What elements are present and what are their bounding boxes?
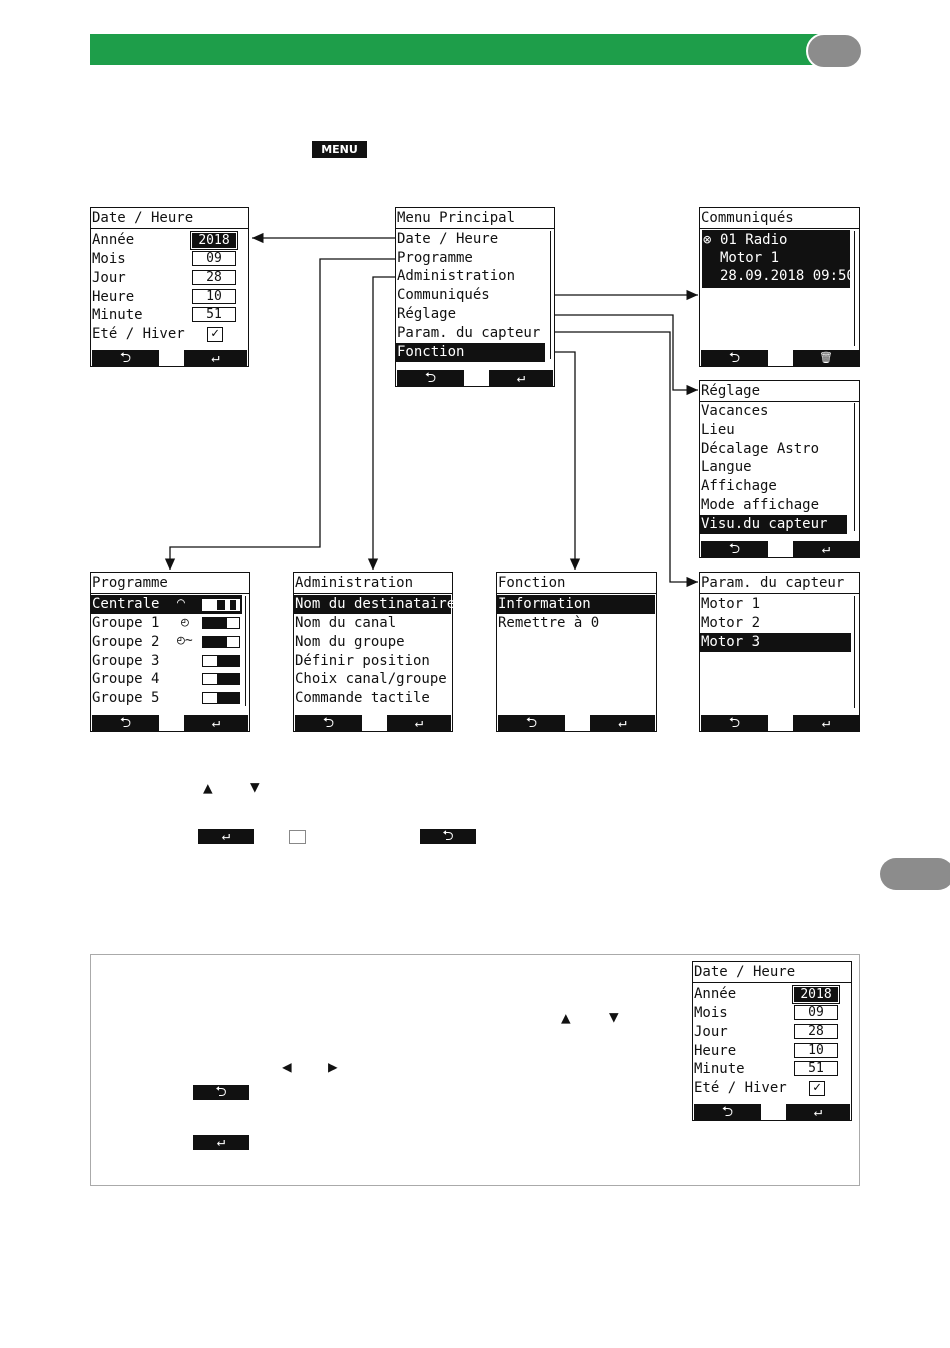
screen-title: Menu Principal bbox=[396, 208, 554, 229]
checkbox-ete-hiver[interactable]: ✓ bbox=[809, 1081, 825, 1096]
value-jour[interactable]: 28 bbox=[192, 270, 236, 285]
reglage-item-visu-capteur[interactable]: Visu.du capteur bbox=[700, 515, 847, 534]
programme-item-groupe-3[interactable]: Groupe 3 bbox=[92, 653, 160, 669]
menu-item-date-heure[interactable]: Date / Heure bbox=[397, 231, 499, 247]
back-button[interactable]: ⮌ bbox=[397, 370, 464, 386]
admin-item-commande-tactile[interactable]: Commande tactile bbox=[295, 690, 430, 706]
value-annee[interactable]: 2018 bbox=[794, 987, 838, 1002]
value-heure[interactable]: 10 bbox=[192, 289, 236, 304]
value-jour[interactable]: 28 bbox=[794, 1024, 838, 1039]
trash-button[interactable]: 🗑 bbox=[793, 350, 859, 366]
capteur-item-motor-1[interactable]: Motor 1 bbox=[701, 596, 761, 612]
programme-item-groupe-4[interactable]: Groupe 4 bbox=[92, 671, 160, 687]
close-icon[interactable]: ⊗ bbox=[703, 232, 712, 248]
enter-button[interactable]: ↵ bbox=[793, 715, 859, 731]
back-button[interactable]: ⮌ bbox=[92, 350, 159, 366]
admin-item-nom-canal[interactable]: Nom du canal bbox=[295, 615, 397, 631]
admin-item-nom-destinataire[interactable]: Nom du destinataire bbox=[295, 596, 456, 612]
menu-key-icon: MENU bbox=[312, 141, 367, 158]
arrow-to-administration bbox=[373, 277, 395, 570]
enter-button[interactable]: ↵ bbox=[184, 715, 248, 731]
screen-title: Programme bbox=[91, 573, 249, 594]
programme-item-groupe-1[interactable]: Groupe 1 bbox=[92, 615, 160, 631]
back-button[interactable]: ⮌ bbox=[295, 715, 362, 731]
row-ete-hiver: Eté / Hiver bbox=[92, 326, 185, 342]
arrow-right-icon: ▶ bbox=[328, 1057, 338, 1076]
value-mois[interactable]: 09 bbox=[192, 251, 236, 266]
screen-title: Date / Heure bbox=[91, 208, 248, 229]
message-line-1: 01 Radio bbox=[720, 232, 788, 248]
message-line-2: Motor 1 bbox=[720, 250, 780, 266]
programme-item-centrale[interactable]: Centrale bbox=[91, 595, 242, 614]
arrow-left-icon: ◀ bbox=[282, 1057, 292, 1076]
screen-title: Date / Heure bbox=[693, 962, 851, 983]
reglage-item-langue[interactable]: Langue bbox=[701, 459, 752, 475]
switch-groupe-4[interactable] bbox=[202, 673, 240, 685]
screen-title: Communiqués bbox=[700, 208, 859, 229]
reglage-item-affichage[interactable]: Affichage bbox=[701, 478, 777, 494]
admin-item-choix-canal-groupe[interactable]: Choix canal/groupe bbox=[295, 671, 447, 687]
screen-fonction bbox=[496, 572, 657, 732]
enter-button[interactable]: ↵ bbox=[489, 370, 553, 386]
arrow-down-icon: ▼ bbox=[250, 777, 260, 796]
back-button[interactable]: ⮌ bbox=[694, 1104, 761, 1120]
row-ete-hiver: Eté / Hiver bbox=[694, 1080, 787, 1096]
screen-menu-principal bbox=[395, 207, 555, 387]
switch-groupe-3[interactable] bbox=[202, 655, 240, 667]
back-button[interactable]: ⮌ bbox=[92, 715, 159, 731]
back-key-icon: ⮌ bbox=[193, 1085, 249, 1100]
scrollbar[interactable] bbox=[550, 231, 551, 359]
programme-item-groupe-5[interactable]: Groupe 5 bbox=[92, 690, 160, 706]
scrollbar[interactable] bbox=[245, 596, 246, 706]
menu-item-administration[interactable]: Administration bbox=[397, 268, 516, 284]
enter-button[interactable]: ↵ bbox=[184, 350, 247, 366]
switch-groupe-2[interactable] bbox=[202, 636, 240, 648]
screen-date-heure-example bbox=[692, 961, 852, 1121]
enter-key-icon: ↵ bbox=[198, 829, 254, 844]
switch-groupe-1[interactable] bbox=[202, 617, 240, 629]
enter-button[interactable]: ↵ bbox=[786, 1104, 850, 1120]
screen-date-heure bbox=[90, 207, 249, 367]
value-mois[interactable]: 09 bbox=[794, 1005, 838, 1020]
screen-title: Param. du capteur bbox=[700, 573, 859, 594]
value-minute[interactable]: 51 bbox=[794, 1061, 838, 1076]
screen-reglage bbox=[699, 380, 860, 558]
arrow-up-icon: ▲ bbox=[203, 778, 213, 797]
reglage-item-lieu[interactable]: Lieu bbox=[701, 422, 735, 438]
row-mois: Mois bbox=[92, 251, 126, 267]
reglage-item-decalage-astro[interactable]: Décalage Astro bbox=[701, 441, 820, 457]
clock-icon: ◴ bbox=[181, 615, 189, 630]
reglage-item-vacances[interactable]: Vacances bbox=[701, 403, 769, 419]
arrow-up-icon: ▲ bbox=[561, 1008, 571, 1027]
row-minute: Minute bbox=[92, 307, 143, 323]
scrollbar[interactable] bbox=[854, 596, 855, 708]
value-heure[interactable]: 10 bbox=[794, 1043, 838, 1058]
enter-button[interactable]: ↵ bbox=[793, 541, 859, 557]
back-button[interactable]: ⮌ bbox=[701, 541, 768, 557]
screen-title: Fonction bbox=[497, 573, 656, 594]
switch-centrale[interactable] bbox=[202, 599, 240, 611]
menu-item-programme[interactable]: Programme bbox=[397, 250, 473, 266]
message-line-3: 28.09.2018 09:50 bbox=[720, 268, 855, 284]
value-annee[interactable]: 2018 bbox=[192, 233, 236, 248]
arrow-down-icon: ▼ bbox=[609, 1007, 619, 1026]
screen-communiques bbox=[699, 207, 860, 367]
value-minute[interactable]: 51 bbox=[192, 307, 236, 322]
back-key-icon: ⮌ bbox=[420, 829, 476, 844]
fonction-item-remettre-a-0[interactable]: Remettre à 0 bbox=[498, 615, 600, 631]
menu-item-communiques[interactable]: Communiqués bbox=[397, 287, 490, 303]
enter-button[interactable]: ↵ bbox=[590, 715, 655, 731]
programme-item-groupe-2[interactable]: Groupe 2 bbox=[92, 634, 160, 650]
back-button[interactable]: ⮌ bbox=[701, 715, 768, 731]
screen-title: Réglage bbox=[700, 381, 859, 402]
row-mois: Mois bbox=[694, 1005, 728, 1021]
row-annee: Année bbox=[694, 986, 737, 1002]
capteur-item-motor-2[interactable]: Motor 2 bbox=[701, 615, 761, 631]
screen-param-capteur bbox=[699, 572, 860, 732]
checkbox-ete-hiver[interactable]: ✓ bbox=[207, 327, 223, 342]
back-button[interactable]: ⮌ bbox=[498, 715, 565, 731]
menu-item-reglage[interactable]: Réglage bbox=[397, 306, 457, 322]
row-jour: Jour bbox=[694, 1024, 728, 1040]
back-button[interactable]: ⮌ bbox=[701, 350, 768, 366]
menu-item-fonction[interactable]: Fonction bbox=[396, 343, 545, 362]
astro-curve-icon: ⌒ bbox=[177, 595, 185, 610]
scrollbar[interactable] bbox=[854, 403, 855, 531]
row-heure: Heure bbox=[92, 289, 135, 305]
reglage-item-mode-affichage[interactable]: Mode affichage bbox=[701, 497, 820, 513]
screen-title: Administration bbox=[294, 573, 452, 594]
row-heure: Heure bbox=[694, 1043, 737, 1059]
small-screen-icon bbox=[289, 830, 306, 844]
capteur-item-motor-3[interactable]: Motor 3 bbox=[700, 633, 851, 652]
enter-key-icon: ↵ bbox=[193, 1135, 249, 1150]
enter-button[interactable]: ↵ bbox=[387, 715, 451, 731]
fonction-item-information[interactable]: Information bbox=[497, 595, 655, 614]
screen-programme bbox=[90, 572, 250, 732]
scrollbar[interactable] bbox=[854, 231, 855, 346]
admin-item-definir-position[interactable]: Définir position bbox=[295, 653, 430, 669]
admin-item-nom-groupe[interactable]: Nom du groupe bbox=[295, 634, 405, 650]
row-annee: Année bbox=[92, 232, 135, 248]
clock-astro-icon: ◴∼ bbox=[177, 633, 193, 648]
row-minute: Minute bbox=[694, 1061, 745, 1077]
menu-item-param-capteur[interactable]: Param. du capteur bbox=[397, 325, 541, 341]
row-jour: Jour bbox=[92, 270, 126, 286]
screen-administration bbox=[293, 572, 456, 732]
switch-groupe-5[interactable] bbox=[202, 692, 240, 704]
